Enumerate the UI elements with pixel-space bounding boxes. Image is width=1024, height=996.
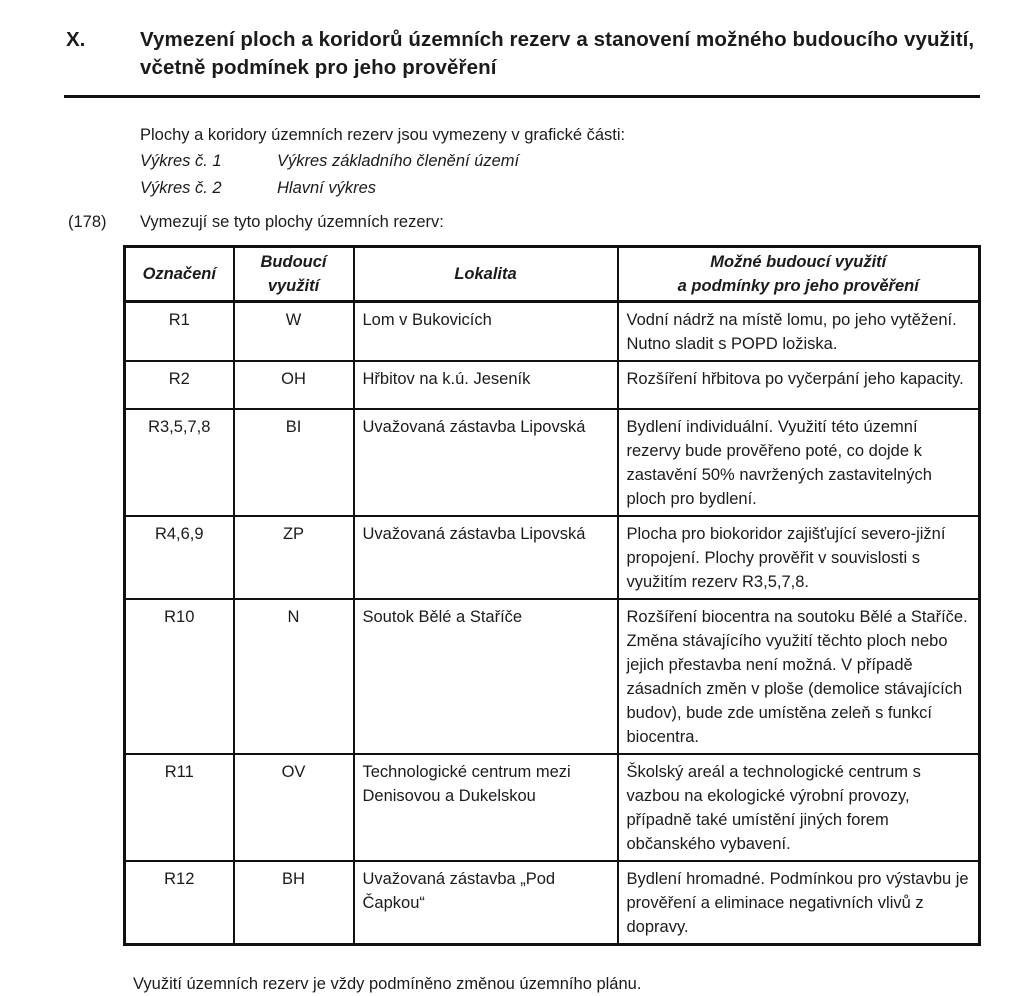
header-designation: Označení <box>125 247 234 302</box>
header-locality: Lokalita <box>354 247 618 302</box>
drawing-reference-1 <box>140 149 1024 174</box>
cell-locality: Lom v Bukovicích <box>354 302 618 362</box>
cell-locality: Technologické centrum mezi Denisovou a Dukelskou <box>354 754 618 861</box>
drawing-label: Výkres č. 1 <box>140 152 222 170</box>
header-future-use-line2: využití <box>267 277 320 295</box>
clause-178 <box>68 210 1024 234</box>
intro-paragraph: Plochy a koridory územních rezerv jsou vymezeny v grafické části: <box>140 126 626 144</box>
table-row <box>125 302 980 362</box>
cell-locality: Hřbitov na k.ú. Jeseník <box>354 361 618 409</box>
cell-description: Plocha pro biokoridor zajišťující severo-jižní propojení. Plochy prověřit v souvislosti s využitím rezerv R3,5,7,8. <box>618 516 980 599</box>
table-header-row <box>125 247 980 302</box>
footer-note: Využití územních rezerv je vždy podmíněno změnou územního plánu. <box>133 975 642 993</box>
cell-designation: R2 <box>125 361 234 409</box>
header-possible-use-line1: Možné budoucí využití <box>710 253 887 271</box>
header-possible-use <box>618 247 980 302</box>
section-title: Vymezení ploch a koridorů územních rezerv a stanovení možného budoucího využití, včetně podmínek pro jeho prověření <box>140 28 975 79</box>
cell-description: Školský areál a technologické centrum s vazbou na ekologické výrobní provozy, případně také umístění jiných forem občanského vybavení. <box>618 754 980 861</box>
territorial-reserves-table <box>123 245 981 946</box>
cell-locality: Uvažovaná zástavba Lipovská <box>354 516 618 599</box>
cell-designation: R10 <box>125 599 234 754</box>
section-heading <box>66 26 980 82</box>
clause-number: (178) <box>68 213 107 231</box>
cell-locality: Uvažovaná zástavba „Pod Čapkou“ <box>354 861 618 945</box>
table-row <box>125 599 980 754</box>
cell-future-use: OH <box>234 361 354 409</box>
cell-description: Vodní nádrž na místě lomu, po jeho vytěžení. Nutno sladit s POPD ložiska. <box>618 302 980 362</box>
cell-future-use: ZP <box>234 516 354 599</box>
table-row <box>125 861 980 945</box>
clause-text: Vymezují se tyto plochy územních rezerv: <box>140 213 444 231</box>
drawing-name: Výkres základního členění území <box>277 152 520 170</box>
cell-future-use: BH <box>234 861 354 945</box>
cell-designation: R12 <box>125 861 234 945</box>
table-row <box>125 516 980 599</box>
header-possible-use-line2: a podmínky pro jeho prověření <box>677 277 919 295</box>
drawing-reference-2 <box>140 176 1024 201</box>
cell-description: Bydlení hromadné. Podmínkou pro výstavbu je prověření a eliminace negativních vlivů z dopravy. <box>618 861 980 945</box>
cell-description: Rozšíření biocentra na soutoku Bělé a Staříče. Změna stávajícího využití těchto ploch nebo jejich přestavba není možná. V případě zásadních změn v ploše (demolice stávajících budov), bude zde umístěna zeleň s funkcí biocentra. <box>618 599 980 754</box>
section-number: X. <box>66 28 86 51</box>
table-row <box>125 754 980 861</box>
cell-future-use: BI <box>234 409 354 516</box>
cell-designation: R11 <box>125 754 234 861</box>
cell-description: Rozšíření hřbitova po vyčerpání jeho kapacity. <box>618 361 980 409</box>
cell-future-use: OV <box>234 754 354 861</box>
cell-future-use: W <box>234 302 354 362</box>
table-row <box>125 409 980 516</box>
drawing-name: Hlavní výkres <box>277 179 377 197</box>
header-future-use-line1: Budoucí <box>260 253 327 271</box>
heading-divider <box>64 95 980 98</box>
cell-designation: R1 <box>125 302 234 362</box>
cell-description: Bydlení individuální. Využití této územní rezervy bude prověřeno poté, co dojde k zastavění 50% navržených zastavitelných ploch pro bydlení. <box>618 409 980 516</box>
cell-locality: Uvažovaná zástavba Lipovská <box>354 409 618 516</box>
cell-designation: R4,6,9 <box>125 516 234 599</box>
cell-locality: Soutok Bělé a Staříče <box>354 599 618 754</box>
drawing-label: Výkres č. 2 <box>140 179 222 197</box>
cell-future-use: N <box>234 599 354 754</box>
table-row <box>125 361 980 409</box>
header-future-use <box>234 247 354 302</box>
cell-designation: R3,5,7,8 <box>125 409 234 516</box>
